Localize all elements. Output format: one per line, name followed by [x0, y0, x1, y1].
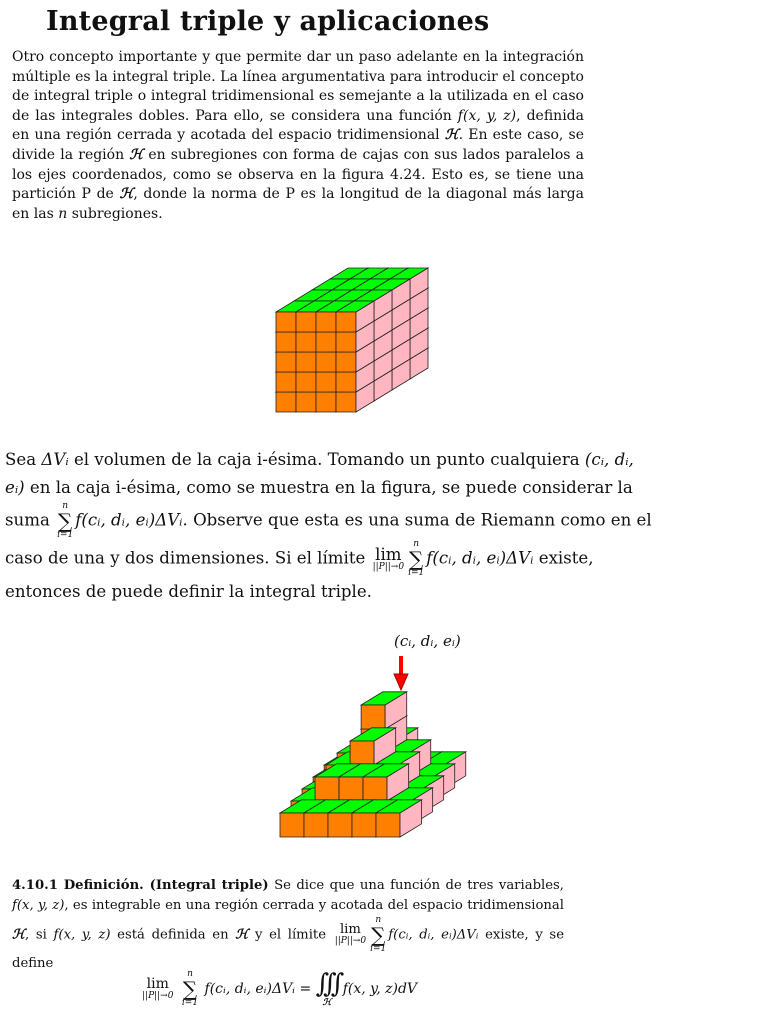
- sum-symbol: n ∑ i=1: [57, 501, 74, 540]
- point-arrow-head: [394, 674, 408, 690]
- partition-box-figure: [268, 212, 438, 422]
- triple-integral-equation: lim ||P||→0 n ∑ i=1 f(cᵢ, dᵢ, eᵢ)ΔVᵢ = ∫∫∫ ℋ f(x, y, z)dV: [142, 968, 418, 1008]
- page-title: Integral triple y aplicaciones: [46, 6, 490, 37]
- limit-symbol: lim ||P||→0: [372, 544, 405, 572]
- definition-paragraph: 4.10.1 Definición. (Integral triple) Se dice que una función de tres variables, f(x, y, z), es integrable en una región cerrada y acotada del espacio tridimensional ℋ, si f(x, y, z) está definida en ℋ y el límite lim ||P||→0 n ∑ i=1 f(cᵢ, dᵢ, eᵢ)ΔVᵢ existe, y se define: [12, 878, 564, 971]
- point-label: (cᵢ, dᵢ, eᵢ): [394, 632, 461, 650]
- intro-paragraph: Otro concepto importante y que permite dar un paso adelante en la integración múltiple es la integral triple. La línea argumentativa para introducir el concepto de integral triple o integral tridimensional es semejante a la utilizada en el caso de las integrales dobles. Para ello, se considera una función f(x, y, z), definida en una región cerrada y acotada del espacio tridimensional ℋ. En este caso, se divide la región ℋ en subregiones con forma de cajas con sus lados paralelos a los ejes coordenados, como se observa en la figura 4.24. Esto es, se tiene una partición P de ℋ, donde la norma de P es la longitud de la diagonal más larga en las n subregiones.: [12, 49, 584, 222]
- riemann-paragraph: Sea ΔVᵢ el volumen de la caja i-ésima. Tomando un punto cualquiera (cᵢ, dᵢ, eᵢ) en la caja i-ésima, como se muestra en la figura, se puede considerar la suma n ∑ i=1 f(cᵢ, dᵢ, eᵢ)ΔVᵢ. Observe que esta es una suma de Riemann como en el caso de una y dos dimensiones. Si el límite lim ||P||→0 n ∑ i=1 f(cᵢ, dᵢ, eᵢ)ΔVᵢ existe, entonces de puede definir la integral triple.: [5, 450, 652, 601]
